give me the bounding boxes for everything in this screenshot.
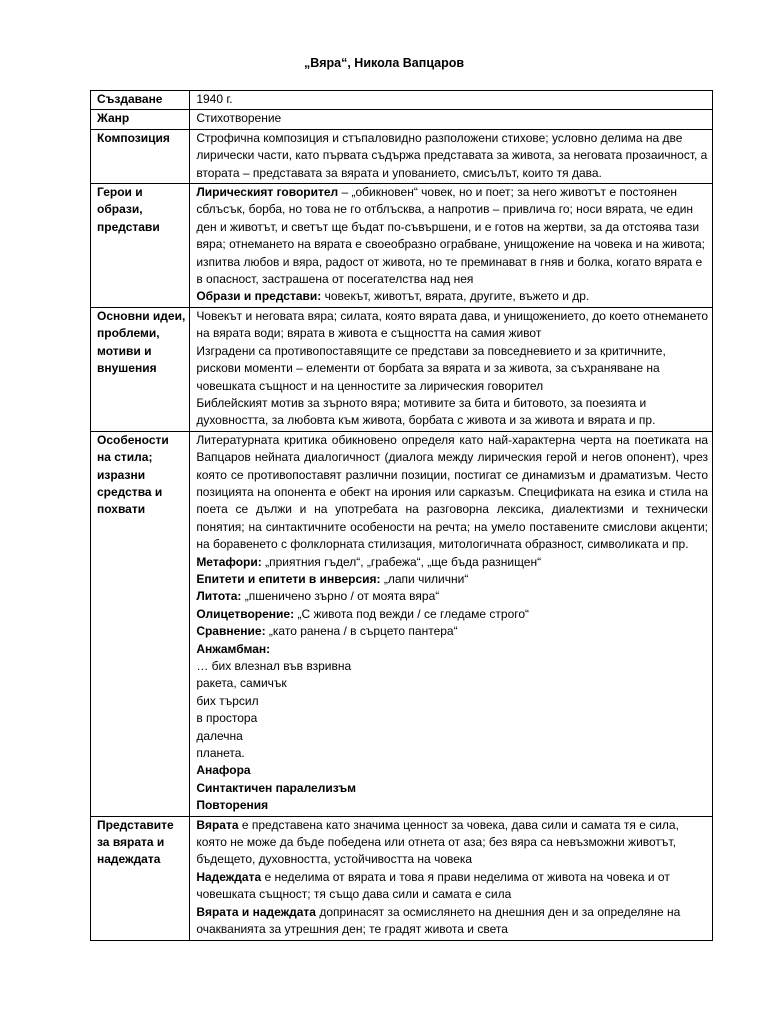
metaphors-text: „приятния гъдел“, „грабежа“, „ще бъда разнищен“	[261, 554, 542, 569]
verse-line: в простора	[196, 711, 258, 726]
metaphors-label: Метафори:	[196, 554, 262, 569]
personification-label: Олицетворение:	[196, 606, 295, 621]
table-row	[91, 307, 713, 431]
anaphora-label: Анафора	[196, 763, 251, 778]
personification-text: „С живота под вежди / се гледаме строго“	[294, 606, 530, 621]
document-title: „Вяра“, Никола Вапцаров	[303, 56, 465, 70]
metaphors-line	[196, 554, 708, 571]
row-label: Създаване	[91, 91, 190, 110]
litotes-label: Литота:	[196, 589, 242, 604]
speaker-label: Лирическият говорител	[196, 185, 339, 200]
verse-line: ракета, самичък	[196, 676, 287, 691]
row-label: Герои и образи, представи	[91, 184, 190, 308]
images-label: Образи и представи:	[196, 289, 322, 304]
enjambment-label: Анжамбман:	[196, 641, 271, 656]
personification-line	[196, 606, 708, 623]
row-label: Композиция	[91, 129, 190, 183]
epithets-line	[196, 571, 708, 588]
table-row	[91, 184, 713, 308]
faith-label: Вярата	[196, 817, 239, 832]
row-label: Особености на стила; изразни средства и похвати	[91, 431, 190, 816]
idea-paragraph: Библейският мотив за зърното вяра; мотивите за бита и битовото, за поезията и духовността, за любовта към живота, борбата с живота и за живота и вярата и пр.	[196, 395, 656, 428]
row-value: Стихотворение	[190, 110, 713, 129]
parallelism-label: Синтактичен паралелизъм	[196, 780, 356, 795]
epithets-label: Епитети и епитети в инверсия:	[196, 571, 381, 586]
verse-line: … бих влезнал във взривна	[196, 659, 352, 673]
row-value	[190, 307, 713, 431]
table-row	[91, 110, 713, 129]
row-value: 1940 г.	[190, 91, 713, 110]
images-paragraph	[196, 288, 708, 305]
table-row	[91, 91, 713, 110]
row-label: Представите за вярата и надеждата	[91, 816, 190, 940]
row-value	[190, 816, 713, 940]
row-value: Строфична композиция и стъпаловидно разположени стихове; условно делима на две лирически части, като първата съдържа представата за живота, за неговата прозаичност, а втората – представата за вярата и упованието, смисълът, които тя дава.	[190, 129, 713, 183]
faith-text: е представена като значима ценност за човека, дава сили и самата тя е сила, която не може да бъде победена или отнета от аза; без вяра са невъзможни животът, бъдещето, духовността, устойчивостта на човека	[196, 817, 679, 867]
table-row	[91, 816, 713, 940]
hope-paragraph	[196, 869, 708, 904]
images-text: човекът, животът, вярата, другите, въжето и др.	[321, 289, 590, 304]
table-row	[91, 431, 713, 816]
epithets-text: „лапи чилични“	[380, 571, 469, 586]
row-label: Жанр	[91, 110, 190, 129]
summary-table	[90, 90, 713, 941]
idea-paragraph: Човекът и неговата вяра; силата, която вярата дава, и унищожението, до което отнемането на вярата води; вярата в живота е същността на самия живот	[196, 308, 709, 341]
litotes-line	[196, 588, 708, 605]
hope-text: е неделима от вярата и това я прави неделима от живота на човека и от човешката същност; тя също дава сили и самата е сила	[196, 869, 670, 902]
verse-line: бих търсил	[196, 693, 259, 708]
row-value	[190, 184, 713, 308]
litotes-text: „пшеничено зърно / от моята вяра“	[241, 589, 440, 604]
both-paragraph	[196, 904, 708, 939]
comparison-line	[196, 623, 708, 640]
speaker-text: – „обикновен“ човек, но и поет; за него животът е постоянен сблъсък, борба, но това не го отблъсква, а напротив – привлича го; носи вярата, че един ден и животът, и светът ще бъдат по-съвършени, и е готов на жертви, за да отстоява тази вяра; отнемането на вярата е своеобразно ограбване, унищожение на човека и на живота; изпитва любов и вяра, радост от живота, но те преминават в гняв и болка, когато вярата е в опасност, застрашена от посегателства над нея	[196, 185, 706, 287]
both-label: Вярата и надеждата	[196, 904, 316, 919]
speaker-paragraph	[196, 184, 708, 288]
row-label: Основни идеи, проблеми, мотиви и внушения	[91, 307, 190, 431]
faith-paragraph	[196, 817, 708, 869]
comparison-label: Сравнение:	[196, 624, 266, 639]
verse-line: далечна	[196, 728, 243, 743]
verse-line: планета.	[196, 746, 245, 761]
style-intro: Литературната критика обикновено определя като най-характерна черта на поетиката на Вапцаров нейната диалогичност (диалога между лирическия герой и негов опонент), чрез която се противопоставят различни позиции, постигат се динамизъм и драматизъм. Често позицията на опонента е обект на ирония или сарказъм. Спецификата на езика и стила на поета се дължи и на употребата на разговорна лексика, диалектизми и технически понятия; на синтактичните особености на речта; на умело поставените смислови акценти; на боравенето с фолклорната стилизация, митологичната образност, символиката и пр.	[196, 432, 708, 552]
idea-paragraph: Изградени са противопоставящите се представи за повседневието и за критичните, рискови моменти – елементи от борбата за вярата и за живота, за съхраняване на човешката същност и на ценностите за лирическия говорител	[196, 343, 666, 393]
both-text: допринасят за осмислянето на днешния ден и за определяне на очакванията за утрешния ден; те градят живота и света	[196, 904, 681, 937]
row-value	[190, 431, 713, 816]
repetitions-label: Повторения	[196, 798, 269, 813]
table-row	[91, 129, 713, 183]
hope-label: Надеждата	[196, 869, 262, 884]
comparison-text: „като ранена / в сърцето пантера“	[265, 624, 458, 639]
